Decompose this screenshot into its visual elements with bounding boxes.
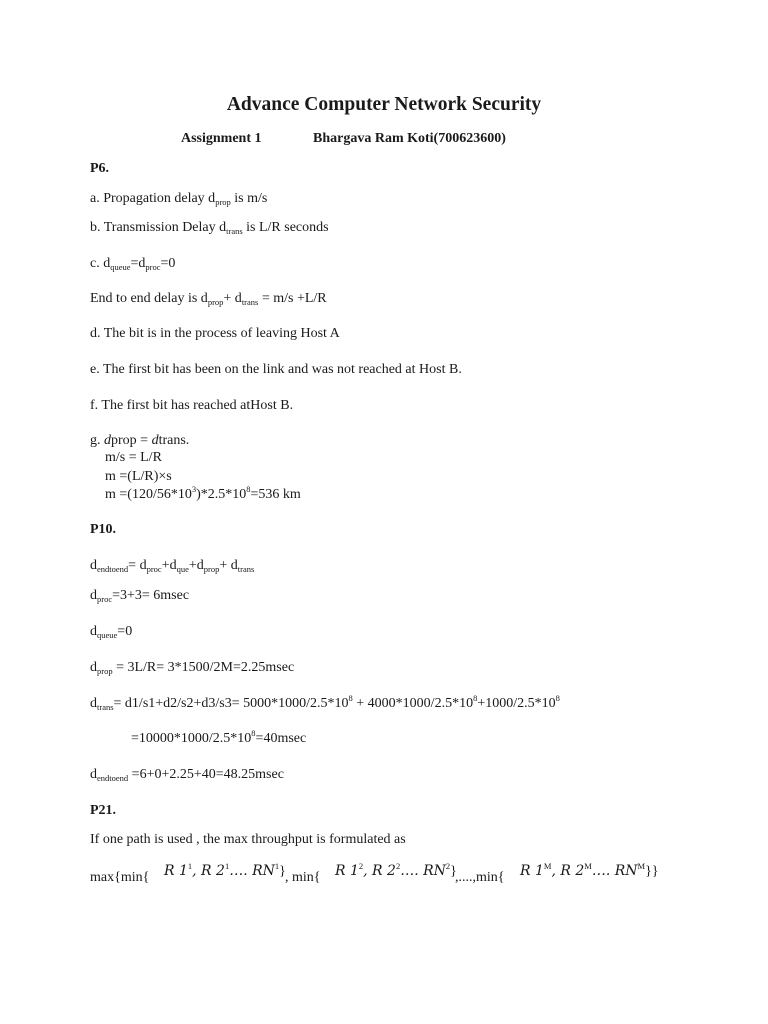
document-title: Advance Computer Network Security xyxy=(226,94,542,115)
p10-line-3: $d_{queue}=0$ xyxy=(90,624,133,640)
p6-line-c: c. $d_{queue}=d_{proc}=0$ xyxy=(90,256,176,272)
p10-line-5: $d_{trans}= d1/s1+d2/s2+d3/s3= 5000*1000/2.5*10^8 + 4000*1000/2.5*10^8+1000/2.5*10^8$ xyxy=(90,693,560,712)
p10-line-4: $d_{prop} = 3L/R= 3*1500/2M=2.25msec$ xyxy=(90,660,295,676)
p21-formula-term-3: R $1^M$, R $2^M\dots$. $RN^M$}} xyxy=(520,861,659,879)
p6-end-to-end: End to end delay is $d_{prop}+ d_{trans} = m/s +L/R$ xyxy=(90,291,327,307)
p6-line-b: b. Transmission Delay $d_{trans}$ is L/R seconds xyxy=(90,220,329,236)
p6-line-e: e. The first bit has been on the link and was not reached at Host B. xyxy=(90,362,462,377)
p10-line-2: $d_{proc}=3+3= 6msec$ xyxy=(90,588,190,604)
p21-heading: P21. xyxy=(90,803,117,818)
assignment-label: Assignment 1 xyxy=(181,131,262,146)
p6-line-a: a. Propagation delay $d_{prop}$ is m/s xyxy=(90,191,268,207)
p6-g-line-3: m =(L/R)×s xyxy=(105,469,172,484)
p6-heading: P6. xyxy=(90,161,110,176)
p21-formula-sep-1: , min{ xyxy=(285,870,321,885)
p6-line-d: d. The bit is in the process of leaving Host A xyxy=(90,326,340,341)
p10-line-1: $d_{endtoend}= d_{proc}+d_{que}+d_{prop}+ d_{trans}$ xyxy=(90,558,255,574)
p21-formula-term-1: R $1^1$, R $2^1\dots$. $RN^1$} xyxy=(164,861,286,879)
p10-line-7: $d_{endtoend} =6+0+2.25+40=48.25msec$ xyxy=(90,767,284,783)
p21-formula-term-2: R $1^2$, R $2^2\dots$. $RN^2$} xyxy=(335,861,457,879)
p10-line-6: $=10000*1000/2.5*10^8=40msec$ xyxy=(131,728,307,746)
p6-g-line-4: $m =(120/56*10^3)*2.5*10^8=536$ km xyxy=(105,484,301,502)
p10-heading: P10. xyxy=(90,522,117,537)
p21-text: If one path is used , the max throughput is formulated as xyxy=(90,832,406,847)
p6-g-line-2: m/s = L/R xyxy=(105,450,162,465)
p21-formula-max: max{min{ xyxy=(90,870,150,885)
p21-formula-sep-2: ,....,min{ xyxy=(455,870,505,885)
p6-line-g: g. dprop = dtrans. xyxy=(90,433,190,448)
p6-line-f: f. The first bit has reached atHost B. xyxy=(90,398,294,413)
author-label: Bhargava Ram Koti(700623600) xyxy=(313,131,506,146)
